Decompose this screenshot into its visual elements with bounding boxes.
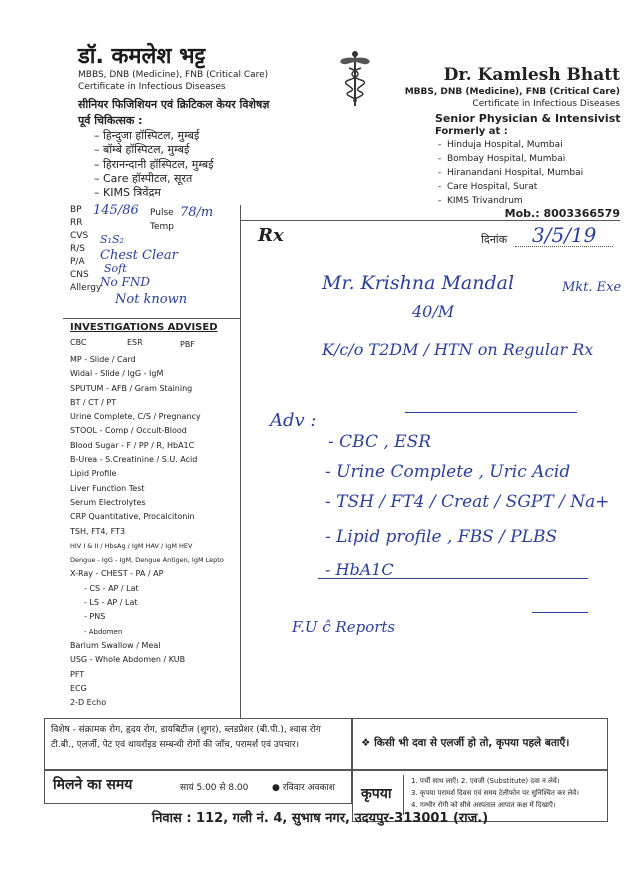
advice-item: - HbA1C	[325, 560, 394, 579]
inv-item: Lipid Profile	[70, 469, 117, 479]
inv-item: Urine Complete, C/S / Pregnancy	[70, 412, 201, 422]
hospital-en-3: - Hiranandani Hospital, Mumbai	[438, 168, 584, 178]
doctor-name-hindi: डॉ. कमलेश भट्ट	[78, 44, 206, 69]
formerly-english: Formerly at :	[435, 126, 508, 137]
patient-age-sex: 40/M	[412, 302, 455, 321]
inv-pbf: PBF	[180, 340, 195, 349]
hospital-hi-2: – बॉम्बे हॉस्पिटल, मुम्बई	[94, 143, 190, 156]
inv-item: - PNS	[84, 612, 106, 622]
signature-stroke	[532, 612, 588, 613]
kripya-label: कृपया	[361, 786, 392, 802]
hospital-en-5: - KIMS Trivandrum	[438, 196, 523, 206]
advice-item: - TSH / FT4 / Creat / SGPT / Na+	[325, 492, 610, 512]
formerly-hindi: पूर्व चिकित्सक :	[78, 114, 143, 127]
certificate-right: Certificate in Infectious Diseases	[472, 99, 620, 109]
rx-symbol: Rx	[258, 225, 284, 246]
inv-item: B-Urea - S.Creatinine / S.U. Acid	[70, 455, 198, 465]
advice-item: - CBC , ESR	[328, 432, 432, 452]
vitals-rule	[63, 318, 240, 319]
inv-item: CRP Quantitative, Procalcitonin	[70, 512, 195, 522]
specialties-text: विशेष - संक्रामक रोग, हृदय रोग, डायबिटीज (शुगर), ब्लडप्रेशर (बी.पी.), श्वास रोग टी.बी., एलर्जी, पेट एवं थायरॉइड सम्बन्धी रोगों की जाँच, परामर्श एवं उपचार।	[51, 725, 321, 750]
inv-item: - CS - AP / Lat	[84, 583, 139, 593]
inv-item: - LS - AP / Lat	[84, 598, 138, 608]
doctor-name-english: Dr. Kamlesh Bhatt	[443, 65, 620, 85]
inv-item: Widal - Slide / IgG - IgM	[70, 369, 164, 379]
degrees-right: MBBS, DNB (Medicine), FNB (Critical Care)	[404, 87, 620, 97]
allergy-value: Not known	[115, 292, 188, 307]
hospital-en-1: - Hinduja Hospital, Mumbai	[438, 140, 563, 150]
inv-item: Dengue - IgG - IgM, Dengue Antigen, IgM Lepto	[70, 556, 224, 565]
advice-label: Adv :	[270, 410, 317, 431]
pulse-value: 78/m	[180, 205, 214, 220]
investigations-heading: INVESTIGATIONS ADVISED	[70, 322, 218, 333]
vital-label-rs: R/S	[70, 244, 85, 254]
inv-item: Blood Sugar - F / PP / R, HbA1C	[70, 440, 195, 450]
instruction-item: 3. कृपया परामर्श दिवस एवं समय टेलीफोन पर सुनिश्चित कर लेवें।	[411, 789, 579, 797]
caduceus-logo	[335, 48, 375, 112]
inv-item: 2-D Echo	[70, 698, 107, 708]
instructions-list	[411, 775, 579, 811]
timing-box	[44, 770, 352, 804]
vital-label-allergy: Allergy	[70, 283, 102, 293]
followup-note: F.U ĉ Reports	[292, 618, 396, 636]
inv-item: Barium Swallow / Meal	[70, 640, 161, 650]
specialties-box	[44, 718, 352, 770]
temp-label: Temp	[150, 222, 174, 232]
hospital-en-2: - Bombay Hospital, Mumbai	[438, 154, 566, 164]
date-value: 3/5/19	[532, 223, 597, 247]
inv-item: - Abdomen	[84, 627, 123, 636]
inv-item: Liver Function Test	[70, 483, 145, 493]
inv-cbc: CBC	[70, 338, 87, 347]
inv-item: BT / CT / PT	[70, 397, 117, 407]
instruction-item: 1. पर्ची साथ लाएँ। 2. एवजी (Substitute) दवा न लेवें।	[411, 777, 560, 785]
advice-item: - Lipid profile , FBS / PLBS	[325, 527, 558, 547]
patient-occupation: Mkt. Exe	[562, 280, 622, 295]
certificate-left: Certificate in Infectious Diseases	[78, 82, 226, 92]
instruction-item: 4. गम्भीर रोगी को सीधे अस्पताल आपात कक्ष में दिखाएँ।	[411, 801, 556, 809]
hospital-hi-3: – हिरानन्दानी हॉस्पिटल, मुम्बई	[94, 158, 214, 171]
inv-item: USG - Whole Abdomen / KUB	[70, 655, 186, 665]
inv-item: MP - Slide / Card	[70, 355, 136, 364]
timing-label: मिलने का समय	[53, 777, 133, 793]
allergy-note-box	[352, 718, 608, 770]
hospital-en-4: - Care Hospital, Surat	[438, 182, 538, 192]
vital-label-cns: CNS	[70, 270, 89, 280]
advice-rule	[318, 578, 588, 579]
inv-item: SPUTUM - AFB / Gram Staining	[70, 383, 193, 393]
patient-name: Mr. Krishna Mandal	[322, 272, 515, 294]
clinic-address: निवास : 112, गली नं. 4, सुभाष नगर, उदयपुर-313001 (राज.)	[151, 811, 489, 826]
vital-label-pa: P/A	[70, 257, 85, 267]
degrees-left: MBBS, DNB (Medicine), FNB (Critical Care)	[78, 70, 269, 80]
title-hindi: सीनियर फिजिशियन एवं क्रिटिकल केयर विशेषज्ञ	[78, 98, 270, 111]
vital-label-bp: BP	[70, 205, 82, 215]
vital-label-rr: RR	[70, 218, 83, 228]
mobile-number: Mob.: 8003366579	[504, 207, 620, 220]
inv-item: ECG	[70, 683, 87, 693]
bp-value: 145/86	[93, 203, 139, 218]
advice-item: - Urine Complete , Uric Acid	[325, 462, 571, 482]
title-english: Senior Physician & Intensivist	[435, 112, 621, 125]
investigations-list	[70, 353, 242, 710]
pulse-label: Pulse	[150, 208, 174, 218]
cns-value: No FND	[100, 275, 150, 289]
date-label: दिनांक	[481, 233, 508, 246]
inv-item: X-Ray - CHEST - PA / AP	[70, 569, 164, 579]
hospital-hi-5: – KIMS त्रिवेंद्रम	[94, 186, 161, 199]
timing-value: सायं 5.00 से 8.00	[180, 783, 249, 793]
inv-item: PFT	[70, 669, 85, 679]
rs-value: Chest Clear	[100, 248, 178, 263]
inv-item: HIV I & II / HbsAg / IgM HAV / IgM HEV	[70, 541, 193, 550]
cvs-value: S₁S₂	[100, 233, 124, 246]
rx-top-rule	[240, 220, 620, 221]
date-rule	[515, 246, 613, 247]
allergy-note: ❖ किसी भी दवा से एलर्जी हो तो, कृपया पहले बताएँ।	[361, 737, 570, 749]
inv-esr: ESR	[127, 338, 143, 347]
vital-label-cvs: CVS	[70, 231, 89, 241]
pa-value: Soft	[104, 262, 127, 275]
history-rule	[405, 412, 577, 413]
patient-history: K/c/o T2DM / HTN on Regular Rx	[322, 340, 594, 359]
hospital-hi-4: – Care हॉस्पीटल, सूरत	[94, 172, 193, 185]
sunday-holiday: ● रविवार अवकाश	[272, 783, 335, 793]
inv-item: TSH, FT4, FT3	[70, 526, 126, 536]
inv-item: Serum Electrolytes	[70, 497, 146, 507]
inv-item: STOOL - Comp / Occult-Blood	[70, 426, 187, 436]
hospital-hi-1: – हिन्दुजा हॉस्पिटल, मुम्बई	[94, 129, 200, 142]
